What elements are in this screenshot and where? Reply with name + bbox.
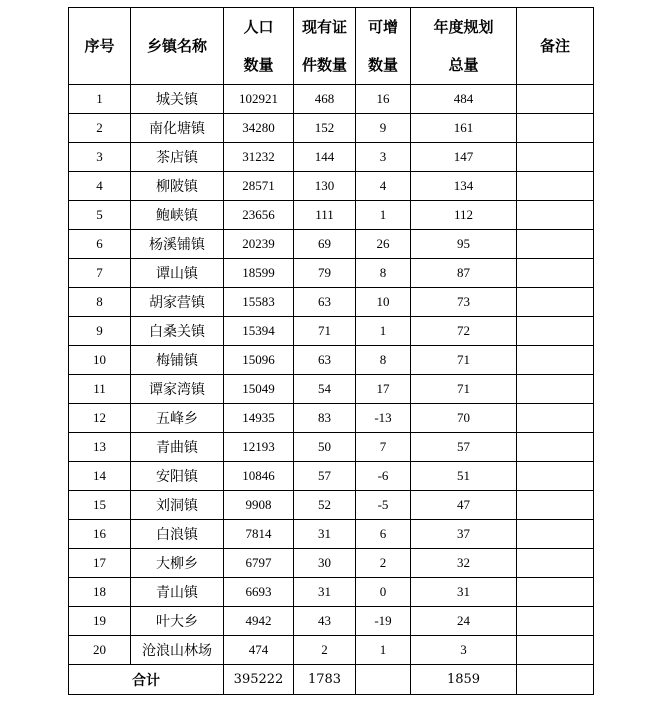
increase: 8 [356, 346, 411, 375]
total-existing: 1783 [294, 665, 356, 695]
header-annual-plan: 年度规划 总量 [411, 8, 517, 85]
existing-count: 152 [294, 114, 356, 143]
table-row [69, 201, 594, 230]
population: 31232 [224, 143, 294, 172]
town-name: 柳陂镇 [131, 172, 224, 201]
table-row [69, 404, 594, 433]
town-plan-table [68, 7, 594, 695]
existing-count: 43 [294, 607, 356, 636]
row-index: 14 [69, 462, 131, 491]
header-remark: 备注 [517, 8, 594, 85]
annual-plan: 147 [411, 143, 517, 172]
remark [517, 85, 594, 114]
town-name: 刘洞镇 [131, 491, 224, 520]
row-index: 18 [69, 578, 131, 607]
table-row [69, 636, 594, 665]
row-index: 11 [69, 375, 131, 404]
existing-count: 63 [294, 346, 356, 375]
remark [517, 578, 594, 607]
table-row [69, 172, 594, 201]
row-index: 10 [69, 346, 131, 375]
increase: 17 [356, 375, 411, 404]
increase: 9 [356, 114, 411, 143]
total-plan: 1859 [411, 665, 517, 695]
population: 4942 [224, 607, 294, 636]
remark [517, 404, 594, 433]
table-row [69, 143, 594, 172]
row-index: 2 [69, 114, 131, 143]
existing-count: 144 [294, 143, 356, 172]
existing-count: 79 [294, 259, 356, 288]
annual-plan: 31 [411, 578, 517, 607]
remark [517, 114, 594, 143]
remark [517, 346, 594, 375]
annual-plan: 71 [411, 346, 517, 375]
existing-count: 83 [294, 404, 356, 433]
row-index: 3 [69, 143, 131, 172]
table-row [69, 578, 594, 607]
row-index: 12 [69, 404, 131, 433]
town-name: 大柳乡 [131, 549, 224, 578]
increase: 0 [356, 578, 411, 607]
increase: 3 [356, 143, 411, 172]
increase: -13 [356, 404, 411, 433]
annual-plan: 32 [411, 549, 517, 578]
annual-plan: 484 [411, 85, 517, 114]
annual-plan: 72 [411, 317, 517, 346]
row-index: 15 [69, 491, 131, 520]
annual-plan: 70 [411, 404, 517, 433]
table-row [69, 259, 594, 288]
annual-plan: 24 [411, 607, 517, 636]
row-index: 17 [69, 549, 131, 578]
town-name: 叶大乡 [131, 607, 224, 636]
annual-plan: 37 [411, 520, 517, 549]
table-row [69, 549, 594, 578]
total-row [69, 665, 594, 695]
town-name: 白桑关镇 [131, 317, 224, 346]
row-index: 9 [69, 317, 131, 346]
total-label: 合计 [69, 665, 224, 695]
existing-count: 111 [294, 201, 356, 230]
table-row [69, 491, 594, 520]
annual-plan: 134 [411, 172, 517, 201]
header-index: 序号 [69, 8, 131, 85]
town-name: 谭山镇 [131, 259, 224, 288]
remark [517, 143, 594, 172]
population: 6797 [224, 549, 294, 578]
total-remark [517, 665, 594, 695]
annual-plan: 87 [411, 259, 517, 288]
population: 14935 [224, 404, 294, 433]
population: 7814 [224, 520, 294, 549]
existing-count: 57 [294, 462, 356, 491]
table-row [69, 114, 594, 143]
table-row [69, 230, 594, 259]
table-row [69, 433, 594, 462]
remark [517, 549, 594, 578]
town-name: 谭家湾镇 [131, 375, 224, 404]
increase: 1 [356, 201, 411, 230]
annual-plan: 112 [411, 201, 517, 230]
table-row [69, 462, 594, 491]
increase: 1 [356, 317, 411, 346]
table-row [69, 288, 594, 317]
row-index: 20 [69, 636, 131, 665]
table-row [69, 607, 594, 636]
annual-plan: 47 [411, 491, 517, 520]
town-name: 梅铺镇 [131, 346, 224, 375]
increase: 26 [356, 230, 411, 259]
increase: 10 [356, 288, 411, 317]
population: 20239 [224, 230, 294, 259]
population: 15049 [224, 375, 294, 404]
existing-count: 31 [294, 578, 356, 607]
increase: 7 [356, 433, 411, 462]
row-index: 1 [69, 85, 131, 114]
header-increase: 可增 数量 [356, 8, 411, 85]
annual-plan: 71 [411, 375, 517, 404]
town-name: 青曲镇 [131, 433, 224, 462]
remark [517, 520, 594, 549]
row-index: 4 [69, 172, 131, 201]
remark [517, 636, 594, 665]
increase: 16 [356, 85, 411, 114]
remark [517, 201, 594, 230]
remark [517, 607, 594, 636]
population: 10846 [224, 462, 294, 491]
annual-plan: 51 [411, 462, 517, 491]
remark [517, 317, 594, 346]
increase: 1 [356, 636, 411, 665]
remark [517, 462, 594, 491]
annual-plan: 3 [411, 636, 517, 665]
remark [517, 288, 594, 317]
population: 15394 [224, 317, 294, 346]
existing-count: 468 [294, 85, 356, 114]
town-name: 胡家营镇 [131, 288, 224, 317]
table-row [69, 346, 594, 375]
population: 18599 [224, 259, 294, 288]
existing-count: 31 [294, 520, 356, 549]
population: 6693 [224, 578, 294, 607]
population: 34280 [224, 114, 294, 143]
town-name: 茶店镇 [131, 143, 224, 172]
row-index: 7 [69, 259, 131, 288]
header-row [69, 8, 594, 85]
table-row [69, 85, 594, 114]
increase: -6 [356, 462, 411, 491]
total-increase [356, 665, 411, 695]
town-name: 白浪镇 [131, 520, 224, 549]
existing-count: 30 [294, 549, 356, 578]
town-name: 沧浪山林场 [131, 636, 224, 665]
existing-count: 71 [294, 317, 356, 346]
header-town-name: 乡镇名称 [131, 8, 224, 85]
remark [517, 230, 594, 259]
existing-count: 54 [294, 375, 356, 404]
remark [517, 172, 594, 201]
row-index: 13 [69, 433, 131, 462]
town-name: 安阳镇 [131, 462, 224, 491]
population: 15583 [224, 288, 294, 317]
population: 12193 [224, 433, 294, 462]
row-index: 8 [69, 288, 131, 317]
total-population: 395222 [224, 665, 294, 695]
row-index: 19 [69, 607, 131, 636]
existing-count: 69 [294, 230, 356, 259]
population: 23656 [224, 201, 294, 230]
existing-count: 130 [294, 172, 356, 201]
town-name: 青山镇 [131, 578, 224, 607]
row-index: 16 [69, 520, 131, 549]
remark [517, 491, 594, 520]
annual-plan: 161 [411, 114, 517, 143]
header-existing-count: 现有证 件数量 [294, 8, 356, 85]
table-row [69, 520, 594, 549]
population: 474 [224, 636, 294, 665]
town-name: 五峰乡 [131, 404, 224, 433]
population: 9908 [224, 491, 294, 520]
remark [517, 433, 594, 462]
table-row [69, 317, 594, 346]
table-row [69, 375, 594, 404]
existing-count: 2 [294, 636, 356, 665]
population: 28571 [224, 172, 294, 201]
increase: 2 [356, 549, 411, 578]
annual-plan: 73 [411, 288, 517, 317]
annual-plan: 95 [411, 230, 517, 259]
annual-plan: 57 [411, 433, 517, 462]
row-index: 6 [69, 230, 131, 259]
remark [517, 259, 594, 288]
row-index: 5 [69, 201, 131, 230]
population: 102921 [224, 85, 294, 114]
header-population: 人口 数量 [224, 8, 294, 85]
increase: -5 [356, 491, 411, 520]
increase: 6 [356, 520, 411, 549]
population: 15096 [224, 346, 294, 375]
existing-count: 50 [294, 433, 356, 462]
table-body [69, 85, 594, 665]
increase: 4 [356, 172, 411, 201]
remark [517, 375, 594, 404]
town-name: 南化塘镇 [131, 114, 224, 143]
existing-count: 63 [294, 288, 356, 317]
town-name: 杨溪铺镇 [131, 230, 224, 259]
increase: 8 [356, 259, 411, 288]
existing-count: 52 [294, 491, 356, 520]
town-name: 城关镇 [131, 85, 224, 114]
increase: -19 [356, 607, 411, 636]
town-name: 鲍峡镇 [131, 201, 224, 230]
